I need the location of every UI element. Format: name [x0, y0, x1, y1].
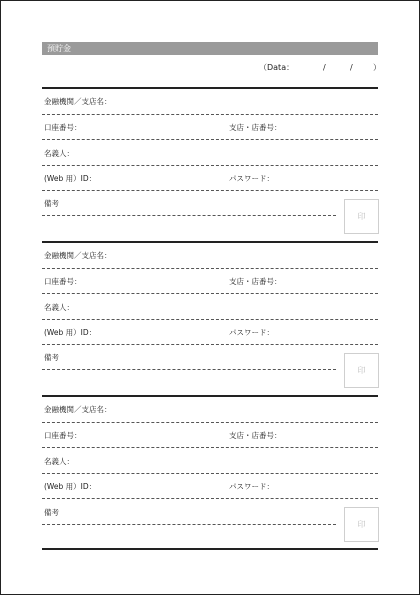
date-separator: / — [323, 63, 326, 72]
block-top-rule — [42, 395, 378, 397]
seal-box — [344, 507, 379, 542]
account-branch-field[interactable] — [42, 293, 378, 294]
notes-label: 備考 — [44, 508, 59, 517]
account-number-label: 口座番号： — [44, 431, 82, 440]
web-id-password-field[interactable] — [42, 498, 378, 499]
password-label: パスワード： — [229, 482, 274, 491]
seal-label: 印 — [357, 212, 366, 221]
notes-field[interactable] — [42, 215, 336, 216]
bank-branch-label: 金融機関／支店名： — [44, 251, 112, 260]
block-bottom-rule — [42, 548, 378, 550]
date-separator: / — [350, 63, 353, 72]
account-number-label: 口座番号： — [44, 123, 82, 132]
account-holder-field[interactable] — [42, 319, 378, 320]
account-holder-field[interactable] — [42, 165, 378, 166]
bank-branch-label: 金融機関／支店名： — [44, 405, 112, 414]
web-id-label: (Web 用）ID： — [44, 328, 97, 337]
password-label: パスワード： — [229, 174, 274, 183]
date-field[interactable] — [259, 62, 379, 74]
account-number-label: 口座番号： — [44, 277, 82, 286]
block-top-rule — [42, 241, 378, 243]
branch-number-label: 支店・店番号： — [229, 431, 282, 440]
account-holder-label: 名義人： — [44, 303, 74, 312]
password-label: パスワード： — [229, 328, 274, 337]
bank-branch-field[interactable] — [42, 422, 378, 423]
seal-box — [344, 353, 379, 388]
block-top-rule — [42, 87, 378, 89]
seal-label: 印 — [357, 366, 366, 375]
notes-field[interactable] — [42, 369, 336, 370]
section-header-bar — [42, 42, 378, 55]
web-id-password-field[interactable] — [42, 344, 378, 345]
notes-label: 備考 — [44, 199, 59, 208]
account-branch-field[interactable] — [42, 447, 378, 448]
account-holder-label: 名義人： — [44, 457, 74, 466]
account-holder-label: 名義人： — [44, 149, 74, 158]
seal-label: 印 — [357, 520, 366, 529]
web-id-label: (Web 用）ID： — [44, 482, 97, 491]
account-holder-field[interactable] — [42, 473, 378, 474]
branch-number-label: 支店・店番号： — [229, 123, 282, 132]
date-close-paren: ） — [373, 63, 381, 72]
notes-label: 備考 — [44, 353, 59, 362]
date-label: （Data： — [259, 63, 295, 72]
seal-box — [344, 199, 379, 234]
notes-field[interactable] — [42, 524, 336, 525]
branch-number-label: 支店・店番号： — [229, 277, 282, 286]
web-id-label: (Web 用）ID： — [44, 174, 97, 183]
bank-branch-field[interactable] — [42, 114, 378, 115]
web-id-password-field[interactable] — [42, 190, 378, 191]
bank-branch-label: 金融機関／支店名： — [44, 97, 112, 106]
section-title: 預貯金 — [47, 44, 71, 53]
account-branch-field[interactable] — [42, 139, 378, 140]
bank-branch-field[interactable] — [42, 268, 378, 269]
